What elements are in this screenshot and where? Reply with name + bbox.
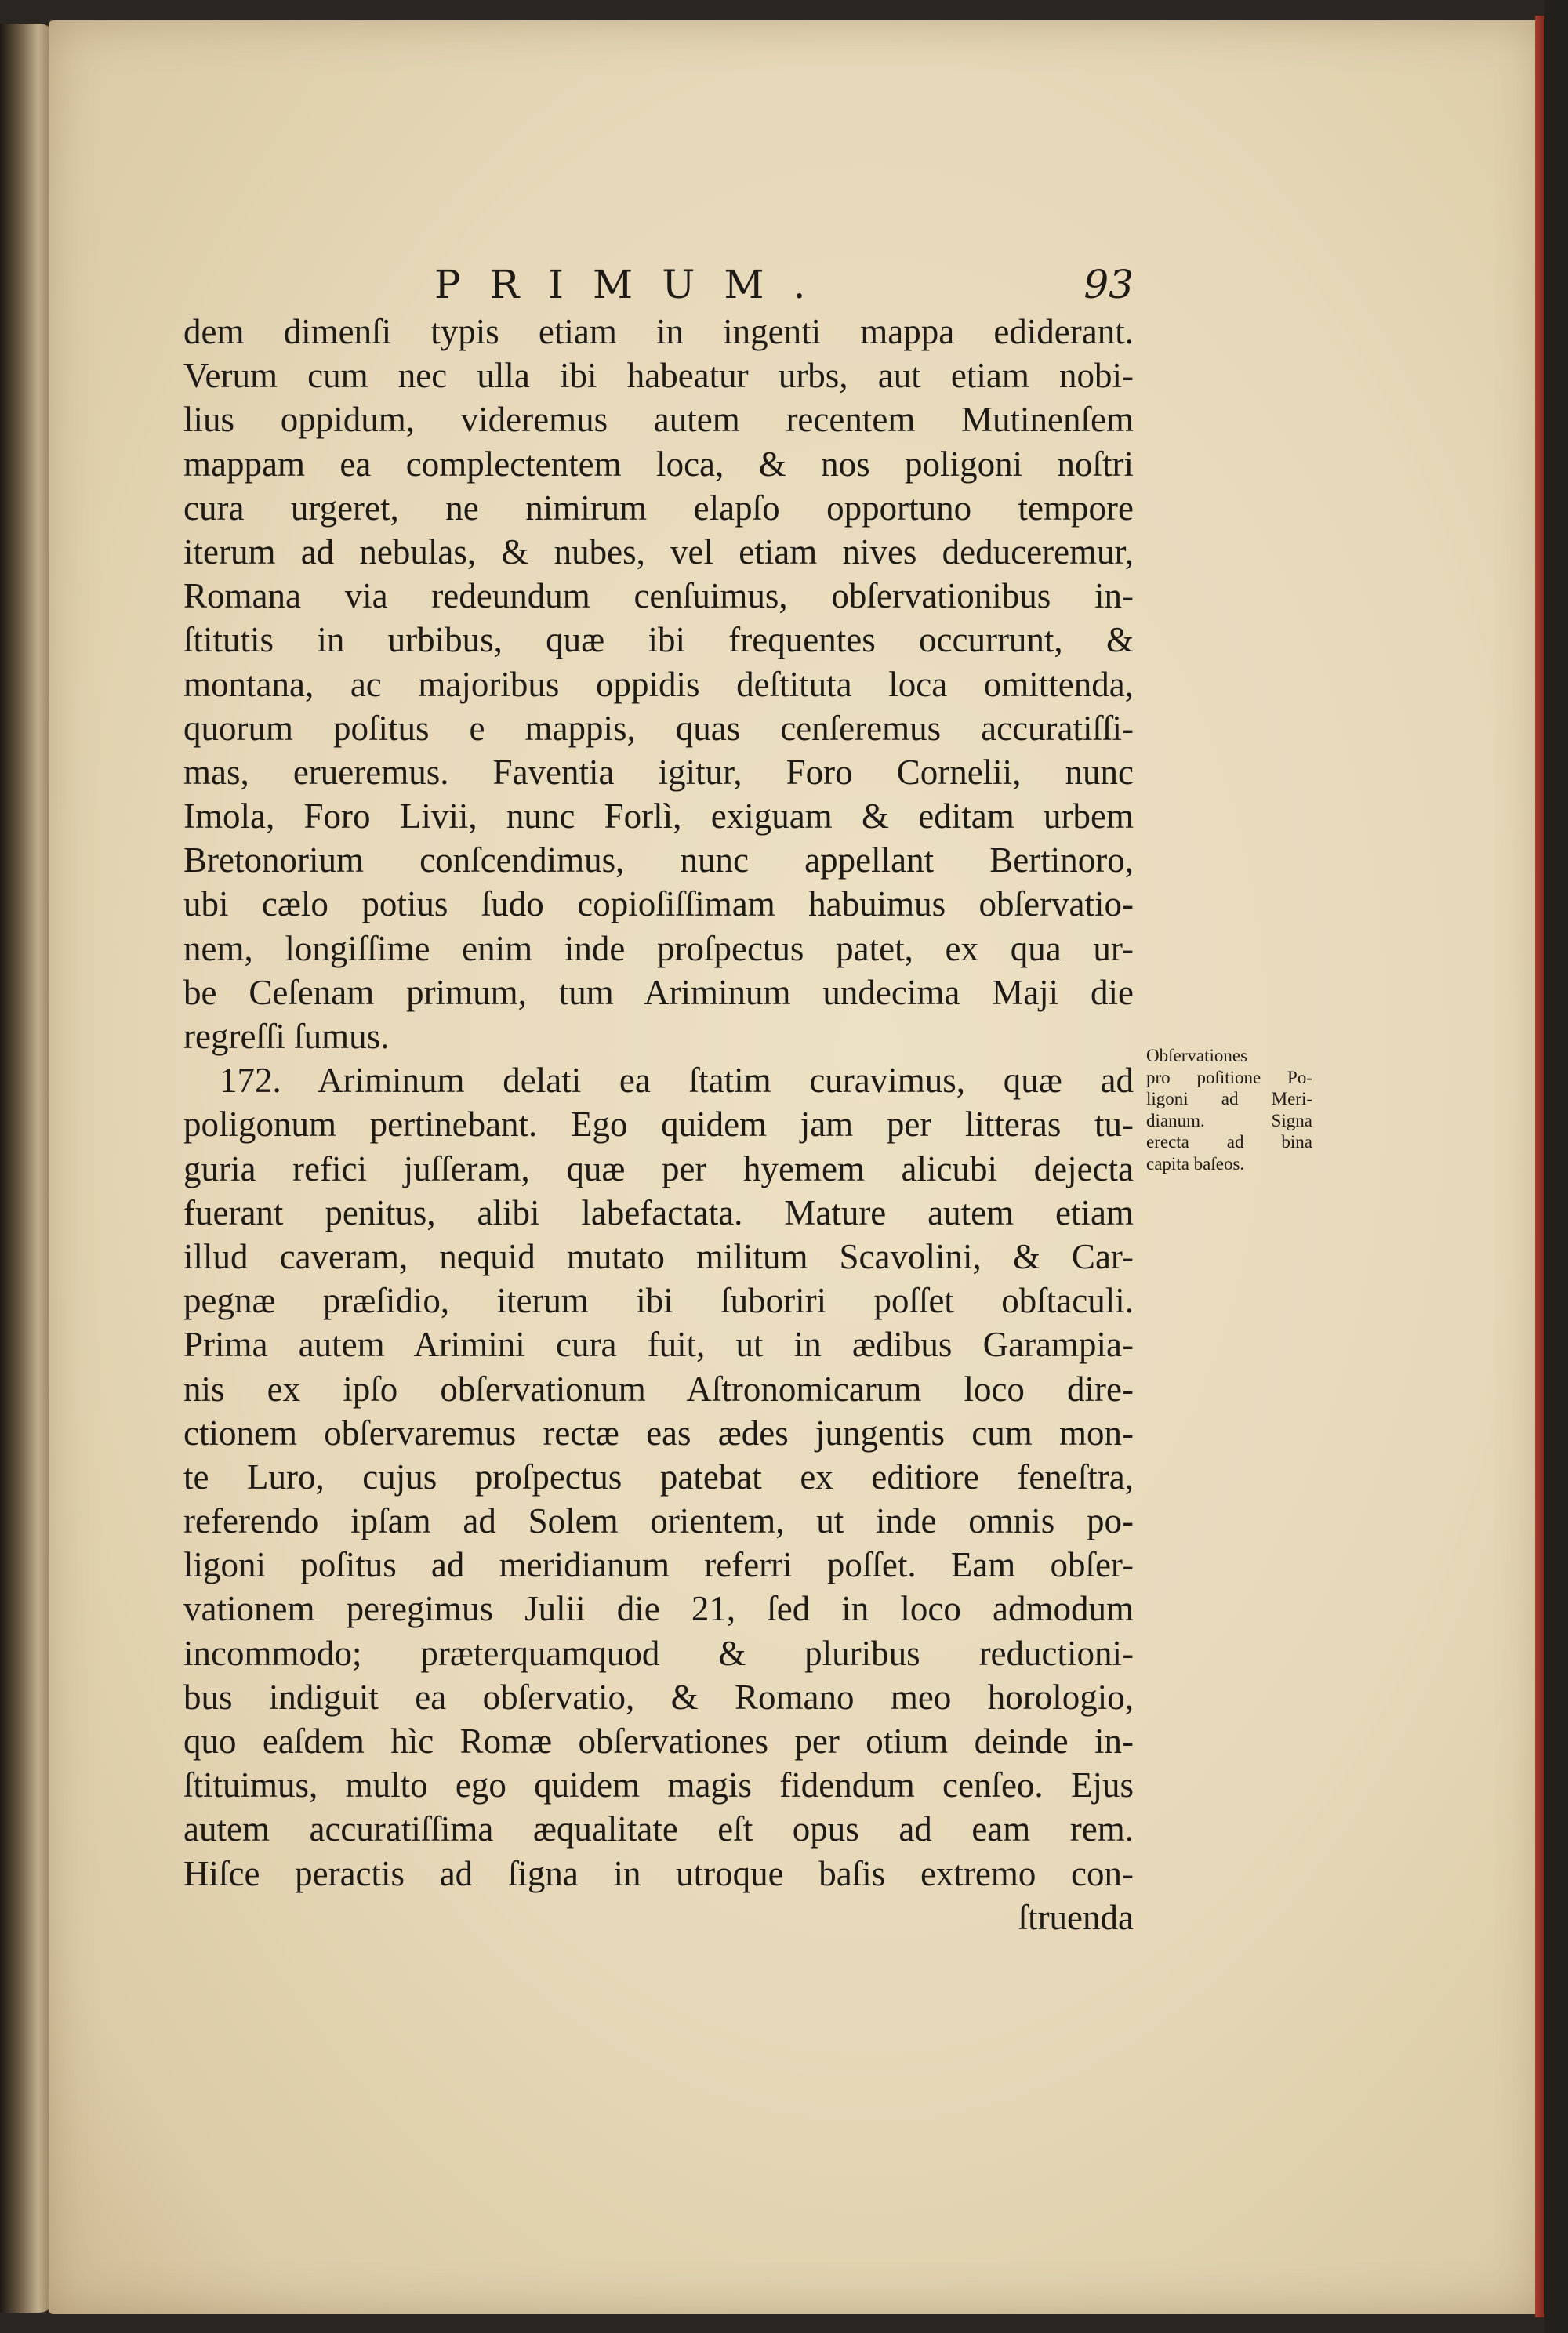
text-line: nem, longiſſime enim inde proſpectus patet, ex qua ur-	[183, 928, 1134, 968]
text-line: mas, erueremus. Faventia igitur, Foro Cornelii, nunc	[183, 752, 1134, 792]
catchword: ſtruenda	[1018, 1897, 1134, 1937]
marginal-note-line: Obſervationes	[1146, 1046, 1248, 1065]
marginal-note-line: erecta ad bina	[1146, 1132, 1312, 1152]
text-line: dem dimenſi typis etiam in ingenti mappa ediderant.	[183, 312, 1134, 351]
page-number: 93	[1083, 262, 1134, 307]
text-line: be Ceſenam primum, tum Ariminum undecima Maji die	[183, 972, 1134, 1012]
text-line: ſtitutis in urbibus, quæ ibi frequentes occurrunt, &	[183, 620, 1134, 660]
text-line: montana, ac majoribus oppidis deſtituta loca omittenda,	[183, 664, 1134, 704]
main-text-block	[183, 310, 1134, 1939]
paragraph-start-line	[183, 1058, 1134, 1102]
text-line: regreſſi ſumus.	[183, 1017, 390, 1056]
text-line: quorum poſitus e mappis, quas cenſeremus accuratiſſi-	[183, 708, 1134, 748]
text-line: illud caveram, nequid mutato militum Scavolini, & Car-	[183, 1236, 1134, 1276]
text-line: ligoni poſitus ad meridianum referri poſſet. Eam obſer-	[183, 1545, 1134, 1585]
text-line: cura urgeret, ne nimirum elapſo opportuno tempore	[183, 488, 1134, 528]
text-line: guria refici juſſeram, quæ per hyemem alicubi dejecta	[183, 1148, 1134, 1188]
text-line: mappam ea complectentem loca, & nos poligoni noſtri	[183, 444, 1134, 484]
text-line: Bretonorium conſcendimus, nunc appellant Bertinoro,	[183, 840, 1134, 880]
text-line: fuerant penitus, alibi labefactata. Mature autem etiam	[183, 1192, 1134, 1232]
page-header	[183, 257, 1134, 312]
text-line: pegnæ præſidio, iterum ibi ſuboriri poſſet obſtaculi.	[183, 1281, 1134, 1321]
marginal-note-line: pro poſitione Po-	[1146, 1067, 1312, 1087]
running-head: PRIMUM.	[434, 262, 835, 307]
paragraph-number: 172.	[220, 1061, 281, 1101]
text-line: referendo ipſam ad Solem orientem, ut inde omnis po-	[183, 1501, 1134, 1541]
text-line: vationem peregimus Julii die 21, ſed in loco admodum	[183, 1589, 1134, 1629]
text-line: autem accuratiſſima æqualitate eſt opus ad eam rem.	[183, 1809, 1134, 1849]
text-line: Imola, Foro Livii, nunc Forlì, exiguam & editam urbem	[183, 796, 1134, 836]
text-line: Hiſce peractis ad ſigna in utroque baſis extremo con-	[183, 1853, 1134, 1893]
scan-background-edge	[1544, 0, 1568, 2333]
marginal-note-line: dianum. Signa	[1146, 1110, 1312, 1130]
marginal-note-line: ligoni ad Meri-	[1146, 1089, 1312, 1108]
text-line: quo eaſdem hìc Romæ obſervationes per otium deinde in-	[183, 1722, 1134, 1761]
text-line: te Luro, cujus proſpectus patebat ex editiore feneſtra,	[183, 1457, 1134, 1497]
text-line: nis ex ipſo obſervationum Aſtronomicarum loco dire-	[183, 1369, 1134, 1409]
text-line: ctionem obſervaremus rectæ eas ædes jungentis cum mon-	[183, 1413, 1134, 1453]
red-page-edge	[1535, 16, 1544, 2317]
text-line: Ariminum delati ea ſtatim curavimus, quæ ad	[318, 1061, 1134, 1101]
text-line: ubi cælo potius ſudo copioſiſſimam habuimus obſervatio-	[183, 884, 1134, 924]
text-line: incommodo; præterquamquod & pluribus reductioni-	[183, 1633, 1134, 1673]
text-line: lius oppidum, videremus autem recentem Mutinenſem	[183, 400, 1134, 440]
text-line: bus indiguit ea obſervatio, & Romano meo horologio,	[183, 1677, 1134, 1717]
text-line: ſtituimus, multo ego quidem magis fidendum cenſeo. Ejus	[183, 1765, 1134, 1805]
text-line: poligonum pertinebant. Ego quidem jam per litteras tu-	[183, 1105, 1134, 1145]
marginal-note	[1146, 1045, 1312, 1174]
marginal-note-line: capita baſeos.	[1146, 1153, 1245, 1174]
text-line: Romana via redeundum cenſuimus, obſervationibus in-	[183, 576, 1134, 616]
text-line: Verum cum nec ulla ibi habeatur urbs, aut etiam nobi-	[183, 356, 1134, 396]
text-line: Prima autem Arimini cura fuit, ut in ædibus Garampia-	[183, 1325, 1134, 1365]
facing-page-edge	[0, 24, 55, 2313]
text-line: iterum ad nebulas, & nubes, vel etiam nives deduceremur,	[183, 532, 1134, 571]
